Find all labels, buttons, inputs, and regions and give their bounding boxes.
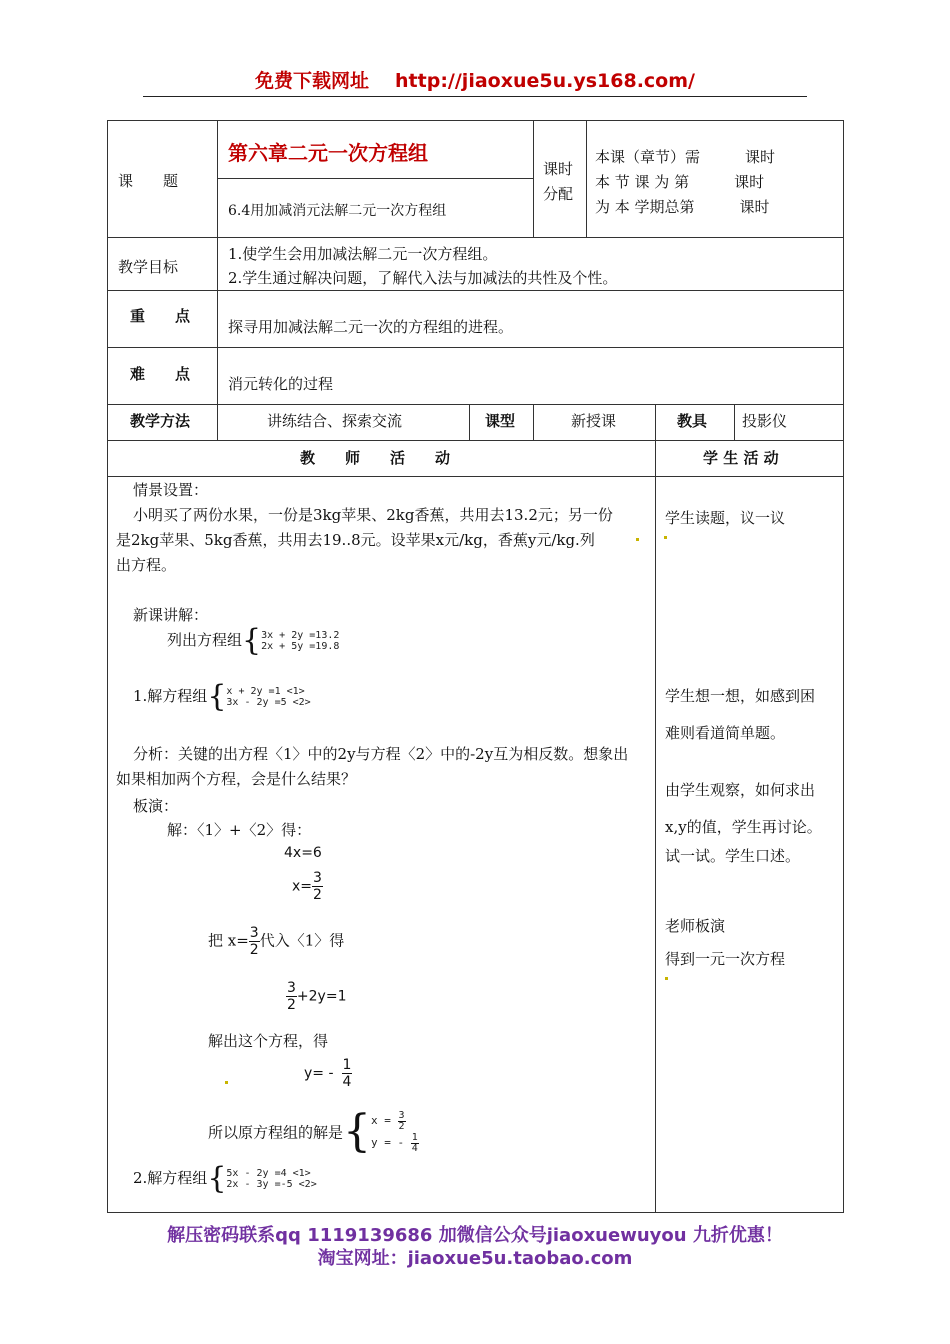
list-eq-label: 列出方程组 — [167, 631, 243, 649]
goal-2: 2.学生通过解决问题，了解代入法与加减法的共性及个性。 — [228, 269, 618, 287]
hours-label-1: 课时 — [543, 160, 574, 178]
speck — [636, 538, 639, 541]
ex2-label: 2.解方程组 — [133, 1169, 208, 1187]
solution-step-1: 解：〈1〉+〈2〉得： — [167, 821, 312, 839]
solve-this-line: 解出这个方程，得 — [208, 1032, 329, 1050]
hard-label: 难 点 — [130, 365, 191, 383]
analysis-line-1: 分析：关键的出方程〈1〉中的2y与方程〈2〉中的-2y互为相反数。想象出 — [133, 745, 629, 763]
substituted-equation: $\frac{3}{2}$ +2y=1 — [287, 980, 347, 1013]
student-note-6: 试一试。学生口述。 — [665, 847, 801, 865]
equation-4x: 4x=6 — [284, 845, 322, 861]
brace-icon: { — [242, 623, 262, 658]
hours-line-1: 本课（章节）需 课时 — [595, 148, 776, 166]
final-solution: 所以原方程组的解是{ x = $\frac{3}{2}$ y = - $\frac{1}{4}$ — [208, 1106, 418, 1157]
hard-text: 消元转化的过程 — [228, 375, 334, 393]
new-lesson-heading: 新课讲解： — [133, 606, 209, 624]
header-rule — [143, 96, 807, 97]
analysis-line-2: 如果相加两个方程，会是什么结果？ — [116, 770, 357, 788]
student-note-1: 学生读题，议一议 — [665, 509, 786, 527]
footer-line-2[interactable]: 淘宝网址：jiaoxue5u.taobao.com — [317, 1248, 633, 1269]
brace-icon: { — [343, 1106, 372, 1157]
hours-line-3: 为 本 学期总第 课时 — [595, 198, 770, 216]
header-url[interactable]: http://jiaoxue5u.ys168.com/ — [395, 70, 695, 92]
x-solution: x= $\frac{3}{2}$ — [292, 870, 322, 903]
goal-label: 教学目标 — [118, 258, 179, 276]
hours-label-2: 分配 — [543, 185, 574, 203]
problem-line-2: 是2kg苹果、5kg香蕉，共用去19..8元。设苹果x元/kg，香蕉y元/kg.列 — [116, 531, 595, 549]
situation-heading: 情景设置： — [133, 481, 209, 499]
key-label: 重 点 — [130, 307, 191, 325]
key-text: 探寻用加减法解二元一次的方程组的进程。 — [228, 318, 514, 336]
ex1-label: 1.解方程组 — [133, 687, 208, 705]
equation-system-2: 2.解方程组{ 5x - 2y =4 <1> 2x - 3y =-5 <2> — [133, 1161, 317, 1196]
method-value: 讲练结合、探索交流 — [267, 412, 403, 430]
tool-label: 教具 — [677, 412, 708, 430]
hours-line-2: 本 节 课 为 第 课时 — [595, 173, 765, 191]
type-value: 新授课 — [571, 412, 617, 430]
student-note-5: x,y的值，学生再讨论。 — [665, 818, 822, 836]
method-label: 教学方法 — [130, 412, 191, 430]
topic-label: 课 题 — [118, 172, 179, 190]
brace-icon: { — [207, 1161, 227, 1196]
speck — [665, 977, 668, 980]
speck — [664, 536, 667, 539]
goal-1: 1.使学生会用加减法解二元一次方程组。 — [228, 245, 498, 263]
student-note-8: 得到一元一次方程 — [665, 950, 786, 968]
page-header — [0, 66, 950, 93]
student-note-7: 老师板演 — [665, 917, 726, 935]
lesson-title: 6.4用加减消元法解二元一次方程组 — [228, 203, 447, 219]
equation-system-1: 1.解方程组{ x + 2y =1 <1> 3x - 2y =5 <2> — [133, 679, 311, 714]
brace-icon: { — [207, 679, 227, 714]
footer-line-1: 解压密码联系qq 1119139686 加微信公众号jiaoxuewuyou 九折优惠！ — [167, 1225, 783, 1246]
student-note-3: 难则看道简单题。 — [665, 724, 786, 742]
board-heading: 板演： — [133, 797, 179, 815]
student-note-2: 学生想一想，如感到困 — [665, 687, 816, 705]
problem-line-1: 小明买了两份水果，一份是3kg苹果、2kg香蕉，共用去13.2元；另一份 — [133, 506, 613, 524]
tool-value: 投影仪 — [742, 412, 788, 430]
substitute-line: 把 x= $\frac{3}{2}$ 代入〈1〉得 — [208, 925, 345, 958]
student-note-4: 由学生观察，如何求出 — [665, 781, 816, 799]
header-label: 免费下载网址 — [255, 70, 370, 92]
y-solution: y= - $\frac{1}{4}$ — [304, 1057, 352, 1090]
student-header: 学 生 活 动 — [703, 449, 779, 467]
equation-system-0: 列出方程组{ 3x + 2y =13.2 2x + 5y =19.8 — [167, 623, 340, 658]
type-label: 课型 — [485, 412, 516, 430]
teacher-header: 教 师 活 动 — [300, 449, 451, 467]
chapter-title: 第六章二元一次方程组 — [228, 141, 428, 165]
problem-line-3: 出方程。 — [116, 556, 177, 574]
speck — [225, 1081, 228, 1084]
